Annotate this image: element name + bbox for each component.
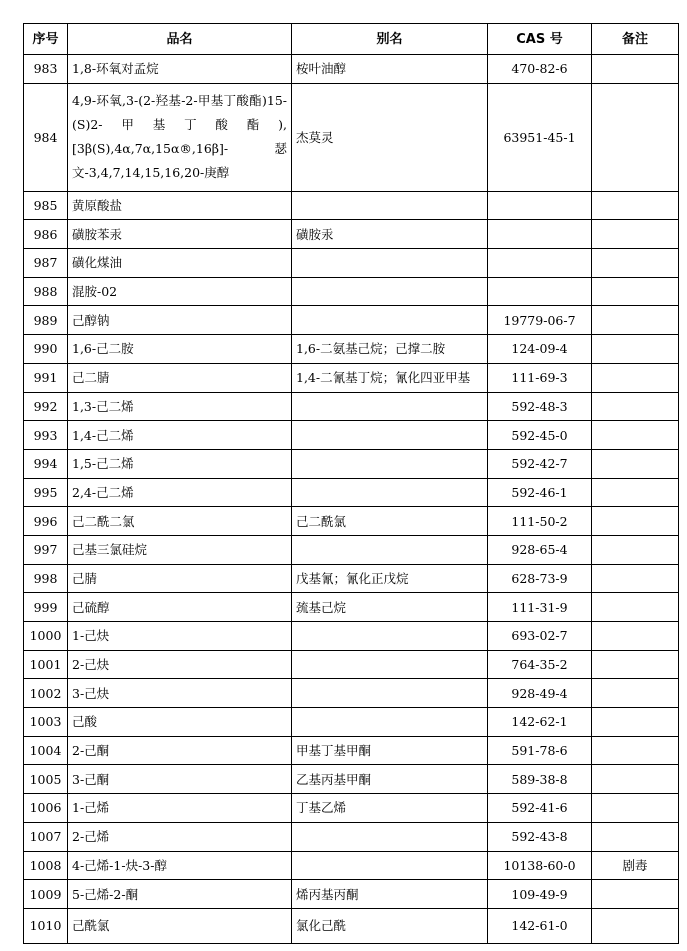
table-row <box>24 421 679 450</box>
cell-note <box>592 679 679 708</box>
cell-note: 剧毒 <box>592 851 679 880</box>
cell-no: 1003 <box>24 708 68 737</box>
cell-cas: 928-49-4 <box>488 679 592 708</box>
cell-cas: 592-43-8 <box>488 822 592 851</box>
cell-name: 1-己烯 <box>68 794 292 823</box>
cell-cas: 592-45-0 <box>488 421 592 450</box>
table-body <box>24 55 679 944</box>
cell-alias <box>292 679 488 708</box>
cell-cas: 111-69-3 <box>488 363 592 392</box>
cell-alias: 杰莫灵 <box>292 83 488 191</box>
cell-alias: 1,6-二氨基己烷；己撑二胺 <box>292 335 488 364</box>
table-row <box>24 363 679 392</box>
cell-alias <box>292 622 488 651</box>
cell-note <box>592 83 679 191</box>
cell-alias <box>292 708 488 737</box>
cell-cas: 19779-06-7 <box>488 306 592 335</box>
cell-no: 984 <box>24 83 68 191</box>
cell-name: 1,5-己二烯 <box>68 449 292 478</box>
cell-name: 己酰氯 <box>68 908 292 943</box>
cell-no: 1002 <box>24 679 68 708</box>
cell-name: 磺胺苯汞 <box>68 220 292 249</box>
cell-alias <box>292 650 488 679</box>
cell-alias: 戊基氰；氰化正戊烷 <box>292 564 488 593</box>
table-row <box>24 306 679 335</box>
cell-name: 混胺-02 <box>68 277 292 306</box>
cell-cas: 628-73-9 <box>488 564 592 593</box>
cell-no: 999 <box>24 593 68 622</box>
cell-cas: 111-31-9 <box>488 593 592 622</box>
cell-no: 1006 <box>24 794 68 823</box>
table-row <box>24 736 679 765</box>
cell-name: 己醇钠 <box>68 306 292 335</box>
table-row <box>24 83 679 191</box>
header-no: 序号 <box>24 24 68 55</box>
cell-cas <box>488 191 592 220</box>
cell-note <box>592 449 679 478</box>
cell-name: 1,4-己二烯 <box>68 421 292 450</box>
table-row <box>24 564 679 593</box>
table-row <box>24 622 679 651</box>
cell-cas: 589-38-8 <box>488 765 592 794</box>
cell-note <box>592 249 679 278</box>
cell-note <box>592 794 679 823</box>
cell-cas: 591-78-6 <box>488 736 592 765</box>
cell-name: 3-己酮 <box>68 765 292 794</box>
cell-cas: 470-82-6 <box>488 55 592 84</box>
cell-note <box>592 708 679 737</box>
cell-note <box>592 593 679 622</box>
cell-note <box>592 535 679 564</box>
cell-no: 987 <box>24 249 68 278</box>
cell-note <box>592 191 679 220</box>
cell-note <box>592 564 679 593</box>
cell-name: 磺化煤油 <box>68 249 292 278</box>
cell-cas: 693-02-7 <box>488 622 592 651</box>
cell-name: 1,3-己二烯 <box>68 392 292 421</box>
chemical-table <box>23 23 679 944</box>
table-row <box>24 593 679 622</box>
cell-no: 1000 <box>24 622 68 651</box>
table-row <box>24 908 679 943</box>
cell-alias <box>292 851 488 880</box>
cell-no: 993 <box>24 421 68 450</box>
cell-note <box>592 306 679 335</box>
cell-name: 4,9-环氧,3-(2-羟基-2-甲基丁酸酯)15-(S)2-甲基丁酸酯),[3β(S),4α,7α,15α®,16β]-瑟文-3,4,7,14,15,16,20-庚醇 <box>68 83 292 191</box>
cell-alias <box>292 822 488 851</box>
header-name: 品名 <box>68 24 292 55</box>
table-row <box>24 335 679 364</box>
cell-note <box>592 622 679 651</box>
cell-name: 1,6-己二胺 <box>68 335 292 364</box>
cell-cas: 10138-60-0 <box>488 851 592 880</box>
cell-no: 985 <box>24 191 68 220</box>
table-row <box>24 650 679 679</box>
cell-alias <box>292 392 488 421</box>
table-row <box>24 535 679 564</box>
cell-note <box>592 220 679 249</box>
cell-alias: 1,4-二氰基丁烷；氰化四亚甲基 <box>292 363 488 392</box>
cell-cas: 111-50-2 <box>488 507 592 536</box>
cell-name: 4-己烯-1-炔-3-醇 <box>68 851 292 880</box>
cell-note <box>592 421 679 450</box>
cell-no: 990 <box>24 335 68 364</box>
cell-no: 983 <box>24 55 68 84</box>
cell-alias <box>292 421 488 450</box>
cell-cas: 142-61-0 <box>488 908 592 943</box>
cell-cas: 592-46-1 <box>488 478 592 507</box>
table-row <box>24 851 679 880</box>
cell-name: 己酸 <box>68 708 292 737</box>
cell-note <box>592 55 679 84</box>
table-row <box>24 794 679 823</box>
cell-cas <box>488 220 592 249</box>
cell-alias: 烯丙基丙酮 <box>292 880 488 909</box>
cell-note <box>592 765 679 794</box>
cell-no: 989 <box>24 306 68 335</box>
cell-note <box>592 908 679 943</box>
table-row <box>24 765 679 794</box>
header-alias: 别名 <box>292 24 488 55</box>
cell-note <box>592 822 679 851</box>
cell-note <box>592 478 679 507</box>
cell-no: 1009 <box>24 880 68 909</box>
cell-cas: 124-09-4 <box>488 335 592 364</box>
cell-cas <box>488 277 592 306</box>
cell-cas: 592-41-6 <box>488 794 592 823</box>
cell-name: 己腈 <box>68 564 292 593</box>
cell-cas: 592-48-3 <box>488 392 592 421</box>
cell-alias: 己二酰氯 <box>292 507 488 536</box>
header-note: 备注 <box>592 24 679 55</box>
table-row <box>24 679 679 708</box>
table-row <box>24 478 679 507</box>
cell-alias <box>292 306 488 335</box>
cell-no: 986 <box>24 220 68 249</box>
cell-note <box>592 277 679 306</box>
cell-alias <box>292 277 488 306</box>
cell-alias: 桉叶油醇 <box>292 55 488 84</box>
cell-name: 5-己烯-2-酮 <box>68 880 292 909</box>
cell-alias: 磺胺汞 <box>292 220 488 249</box>
cell-name: 1,8-环氧对孟烷 <box>68 55 292 84</box>
cell-alias: 甲基丁基甲酮 <box>292 736 488 765</box>
cell-cas: 63951-45-1 <box>488 83 592 191</box>
header-row <box>24 24 679 55</box>
cell-name: 己二酰二氯 <box>68 507 292 536</box>
cell-note <box>592 363 679 392</box>
table-row <box>24 220 679 249</box>
header-cas: CAS 号 <box>488 24 592 55</box>
cell-name: 己基三氯硅烷 <box>68 535 292 564</box>
table-row <box>24 449 679 478</box>
cell-no: 1007 <box>24 822 68 851</box>
cell-alias <box>292 478 488 507</box>
cell-no: 988 <box>24 277 68 306</box>
cell-cas: 764-35-2 <box>488 650 592 679</box>
cell-no: 992 <box>24 392 68 421</box>
cell-name: 黄原酸盐 <box>68 191 292 220</box>
cell-no: 995 <box>24 478 68 507</box>
cell-cas: 142-62-1 <box>488 708 592 737</box>
cell-alias: 巯基己烷 <box>292 593 488 622</box>
cell-alias: 乙基丙基甲酮 <box>292 765 488 794</box>
cell-alias <box>292 535 488 564</box>
cell-cas: 592-42-7 <box>488 449 592 478</box>
cell-name: 2,4-己二烯 <box>68 478 292 507</box>
cell-no: 1008 <box>24 851 68 880</box>
cell-name: 2-己酮 <box>68 736 292 765</box>
table-row <box>24 249 679 278</box>
cell-name: 己二腈 <box>68 363 292 392</box>
cell-alias: 丁基乙烯 <box>292 794 488 823</box>
cell-note <box>592 392 679 421</box>
cell-alias <box>292 249 488 278</box>
table-row <box>24 507 679 536</box>
table-row <box>24 880 679 909</box>
cell-no: 996 <box>24 507 68 536</box>
cell-cas: 928-65-4 <box>488 535 592 564</box>
cell-alias <box>292 191 488 220</box>
cell-name: 1-己炔 <box>68 622 292 651</box>
table-row <box>24 191 679 220</box>
cell-name: 3-己炔 <box>68 679 292 708</box>
cell-note <box>592 650 679 679</box>
cell-alias: 氯化己酰 <box>292 908 488 943</box>
cell-no: 1001 <box>24 650 68 679</box>
cell-cas <box>488 249 592 278</box>
cell-no: 994 <box>24 449 68 478</box>
cell-alias <box>292 449 488 478</box>
cell-note <box>592 335 679 364</box>
cell-name: 2-己烯 <box>68 822 292 851</box>
cell-no: 991 <box>24 363 68 392</box>
cell-no: 1004 <box>24 736 68 765</box>
table-row <box>24 55 679 84</box>
table-row <box>24 392 679 421</box>
cell-name: 2-己炔 <box>68 650 292 679</box>
cell-no: 997 <box>24 535 68 564</box>
table-row <box>24 822 679 851</box>
cell-no: 998 <box>24 564 68 593</box>
cell-note <box>592 736 679 765</box>
cell-note <box>592 507 679 536</box>
cell-no: 1010 <box>24 908 68 943</box>
cell-note <box>592 880 679 909</box>
table-row <box>24 277 679 306</box>
cell-no: 1005 <box>24 765 68 794</box>
cell-name: 己硫醇 <box>68 593 292 622</box>
table-row <box>24 708 679 737</box>
cell-cas: 109-49-9 <box>488 880 592 909</box>
